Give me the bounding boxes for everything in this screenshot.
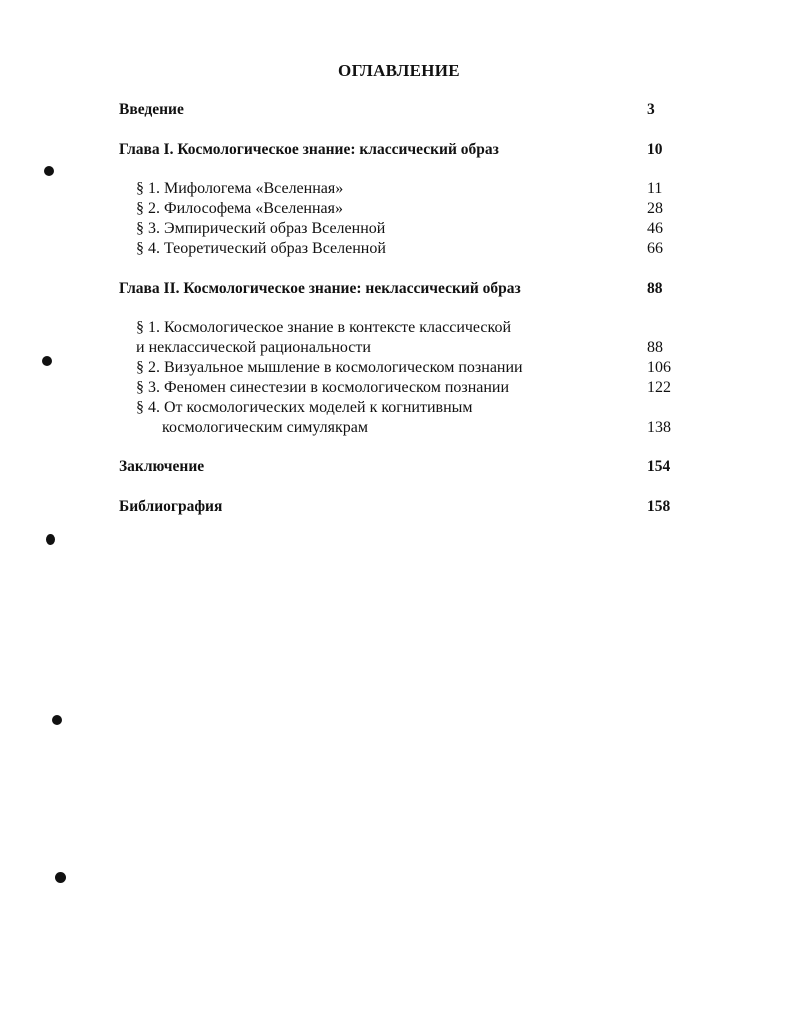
entry-page: 122 xyxy=(647,379,671,396)
entry-page: 28 xyxy=(647,200,663,217)
entry-label: и неклассической рациональности xyxy=(136,339,371,356)
entry-label: § 2. Визуальное мышление в космологическом познании xyxy=(136,359,523,376)
entry-label: Заключение xyxy=(119,458,205,475)
toc-section xyxy=(136,199,679,219)
toc-section xyxy=(136,358,679,378)
entry-label: § 1. Космологическое знание в контексте классической xyxy=(136,319,512,336)
entry-page: 3 xyxy=(647,101,655,118)
toc-section xyxy=(136,318,679,338)
toc-entry-chapter2 xyxy=(119,279,679,299)
entry-label: Введение xyxy=(119,101,184,118)
punch-hole-mark xyxy=(42,356,52,366)
toc-heading: ОГЛАВЛЕНИЕ xyxy=(338,61,460,80)
toc-section-continuation xyxy=(136,338,679,358)
toc-entry-bibliography xyxy=(119,497,679,517)
entry-label: § 3. Феномен синестезии в космологическом познании xyxy=(136,379,510,396)
entry-page: 46 xyxy=(647,220,663,237)
punch-hole-mark xyxy=(55,872,66,883)
toc-entry-conclusion xyxy=(119,457,679,477)
entry-page: 158 xyxy=(647,498,671,515)
toc-section xyxy=(136,179,679,199)
entry-label: § 4. От космологических моделей к когнитивным xyxy=(136,399,473,416)
entry-label: космологическим симулякрам xyxy=(162,419,369,436)
punch-hole-mark xyxy=(44,166,54,176)
toc-entry-intro xyxy=(119,100,679,120)
entry-label: Глава I. Космологическое знание: классический образ xyxy=(119,141,499,158)
entry-page: 66 xyxy=(647,240,663,257)
entry-page: 11 xyxy=(647,180,663,197)
punch-hole-mark xyxy=(52,715,62,725)
toc-section xyxy=(136,398,679,418)
entry-page: 154 xyxy=(647,458,671,475)
entry-page: 10 xyxy=(647,141,663,158)
entry-label: § 2. Философема «Вселенная» xyxy=(136,200,344,217)
toc-section xyxy=(136,239,679,259)
entry-label: § 3. Эмпирический образ Вселенной xyxy=(136,220,386,237)
toc-entry-chapter1 xyxy=(119,140,679,160)
entry-label: Глава II. Космологическое знание: неклассический образ xyxy=(119,280,521,297)
toc-section xyxy=(136,378,679,398)
entry-label: § 4. Теоретический образ Вселенной xyxy=(136,240,386,257)
entry-page: 88 xyxy=(647,280,663,297)
punch-hole-mark xyxy=(46,534,55,545)
toc-section xyxy=(136,219,679,239)
entry-label: § 1. Мифологема «Вселенная» xyxy=(136,180,344,197)
toc-section-continuation xyxy=(162,418,679,438)
entry-page: 138 xyxy=(647,419,671,436)
entry-page: 88 xyxy=(647,339,663,356)
entry-label: Библиография xyxy=(119,498,223,515)
entry-page: 106 xyxy=(647,359,671,376)
